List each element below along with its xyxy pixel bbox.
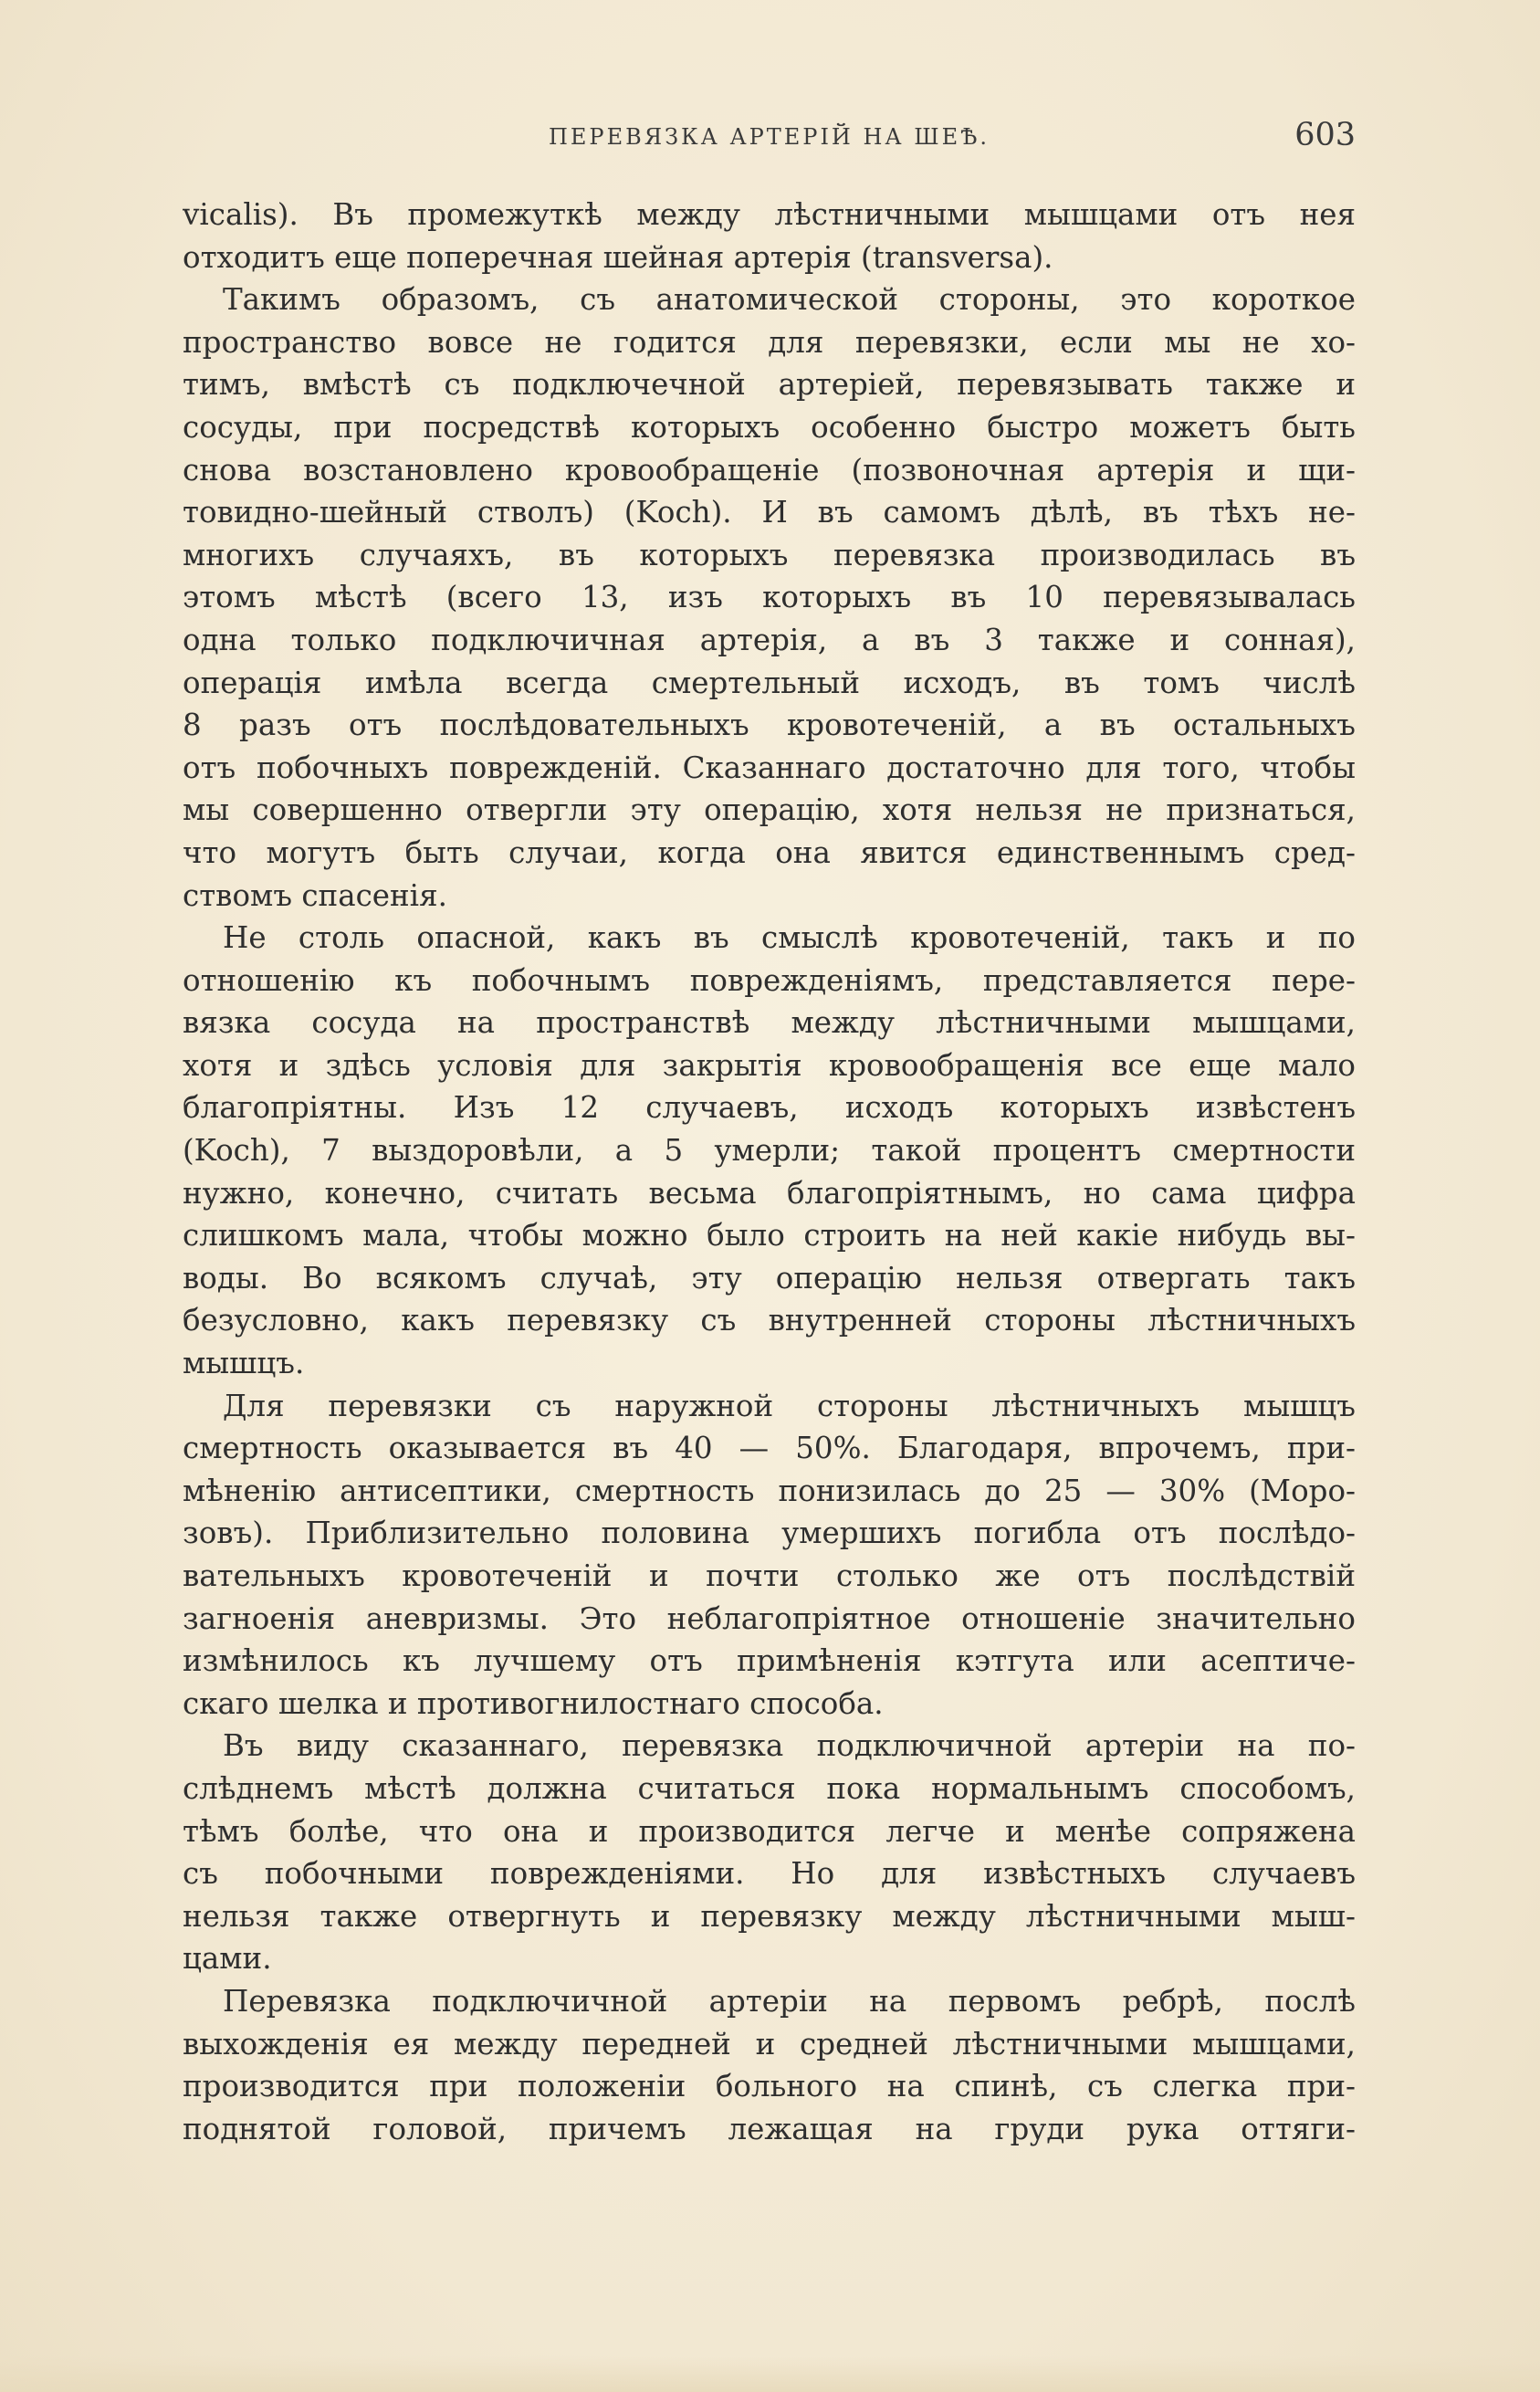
text-line: нельзя также отвергнуть и перевязку между лѣстничными мыш- (183, 1898, 1356, 1934)
text-line: отъ побочныхъ поврежденій. Сказаннаго достаточно для того, чтобы (183, 750, 1356, 785)
text-line: Для перевязки съ наружной стороны лѣстничныхъ мышцъ (223, 1388, 1356, 1423)
text-line: слишкомъ мала, чтобы можно было строить на ней какіе нибудь вы- (183, 1218, 1356, 1254)
text-line: тимъ, вмѣстѣ съ подключечной артеріей, перевязывать также и (183, 367, 1356, 403)
text-line: мѣненію антисептики, смертность понизилась до 25 — 30% (Моро- (183, 1473, 1356, 1508)
text-line: зовъ). Приблизительно половина умершихъ погибла отъ послѣдо- (183, 1516, 1356, 1551)
text-line: хотя и здѣсь условія для закрытія кровообращенія все еще мало (183, 1047, 1356, 1083)
text-line: vicalis). Въ промежуткѣ между лѣстничными мышцами отъ нея (183, 197, 1356, 232)
text-line: ствомъ спасенія. (183, 877, 447, 913)
text-line: сосуды, при посредствѣ которыхъ особенно быстро можетъ быть (183, 409, 1356, 445)
text-line: (Koch), 7 выздоровѣли, а 5 умерли; такой процентъ смертности (183, 1133, 1356, 1169)
running-head: ПЕРЕВЯЗКА АРТЕРІЙ НА ШЕѢ. (548, 124, 990, 150)
text-line: благопріятны. Изъ 12 случаевъ, исходъ которыхъ извѣстенъ (183, 1090, 1356, 1126)
text-line: Перевязка подключичной артеріи на первомъ ребрѣ, послѣ (223, 1983, 1356, 2019)
text-line: вательныхъ кровотеченій и почти столько же отъ послѣдствій (183, 1558, 1356, 1593)
text-line: товидно-шейный стволъ) (Koch). И въ самомъ дѣлѣ, въ тѣхъ не- (183, 495, 1356, 530)
body-text (183, 194, 1356, 2150)
text-line: нужно, конечно, считать весьма благопріятнымъ, но сама цифра (183, 1175, 1356, 1211)
text-line: снова возстановлено кровообращеніе (позвоночная артерія и щи- (183, 452, 1356, 488)
text-line: тѣмъ болѣе, что она и производится легче и менѣе сопряжена (183, 1813, 1356, 1849)
page-number: 603 (1294, 117, 1356, 153)
text-line: воды. Во всякомъ случаѣ, эту операцію нельзя отвергать такъ (183, 1260, 1356, 1296)
text-line: пространство вовсе не годится для перевязки, если мы не хо- (183, 324, 1356, 360)
text-line: безусловно, какъ перевязку съ внутренней стороны лѣстничныхъ (183, 1303, 1356, 1338)
text-line: этомъ мѣстѣ (всего 13, изъ которыхъ въ 10 перевязывалась (183, 580, 1356, 615)
page-header (183, 117, 1356, 163)
text-line: скаго шелка и противогнилостнаго способа. (183, 1685, 884, 1721)
text-line: выхожденія ея между передней и средней лѣстничными мышцами, (183, 2026, 1356, 2062)
text-line: мышцъ. (183, 1346, 305, 1381)
text-line: съ побочными поврежденіями. Но для извѣстныхъ случаевъ (183, 1856, 1356, 1892)
text-line: смертность оказывается въ 40 — 50%. Благодаря, впрочемъ, при- (183, 1431, 1356, 1466)
text-line: производится при положеніи больного на спинѣ, съ слегка при- (183, 2069, 1356, 2104)
text-line: отходитъ еще поперечная шейная артерія (transversa). (183, 239, 1053, 275)
text-line: слѣднемъ мѣстѣ должна считаться пока нормальнымъ способомъ, (183, 1770, 1356, 1806)
text-line: 8 разъ отъ послѣдовательныхъ кровотеченій, а въ остальныхъ (183, 708, 1356, 743)
text-line: отношенію къ побочнымъ поврежденіямъ, представляется пере- (183, 962, 1356, 998)
text-line: Такимъ образомъ, съ анатомической стороны, это короткое (223, 282, 1356, 318)
text-line: Въ виду сказаннаго, перевязка подключичной артеріи на по- (223, 1728, 1356, 1764)
text-line: операція имѣла всегда смертельный исходъ, въ томъ числѣ (183, 665, 1356, 700)
text-line: одна только подключичная артерія, а въ 3 также и сонная), (183, 622, 1356, 657)
text-line: измѣнилось къ лучшему отъ примѣненія кэтгута или асептиче- (183, 1643, 1356, 1679)
text-line: мы совершенно отвергли эту операцію, хотя нельзя не признаться, (183, 792, 1356, 828)
text-line: Не столь опасной, какъ въ смыслѣ кровотеченій, такъ и по (223, 920, 1356, 956)
page-edge (0, 2355, 1540, 2392)
text-line: поднятой головой, причемъ лежащая на груди рука оттяги- (183, 2111, 1356, 2146)
text-line: загноенія аневризмы. Это неблагопріятное отношеніе значительно (183, 1600, 1356, 1636)
text-line: что могутъ быть случаи, когда она явится единственнымъ сред- (183, 834, 1356, 870)
text-line: многихъ случаяхъ, въ которыхъ перевязка производилась въ (183, 537, 1356, 572)
text-line: вязка сосуда на пространствѣ между лѣстничными мышцами, (183, 1005, 1356, 1041)
text-line: цами. (183, 1941, 272, 1977)
